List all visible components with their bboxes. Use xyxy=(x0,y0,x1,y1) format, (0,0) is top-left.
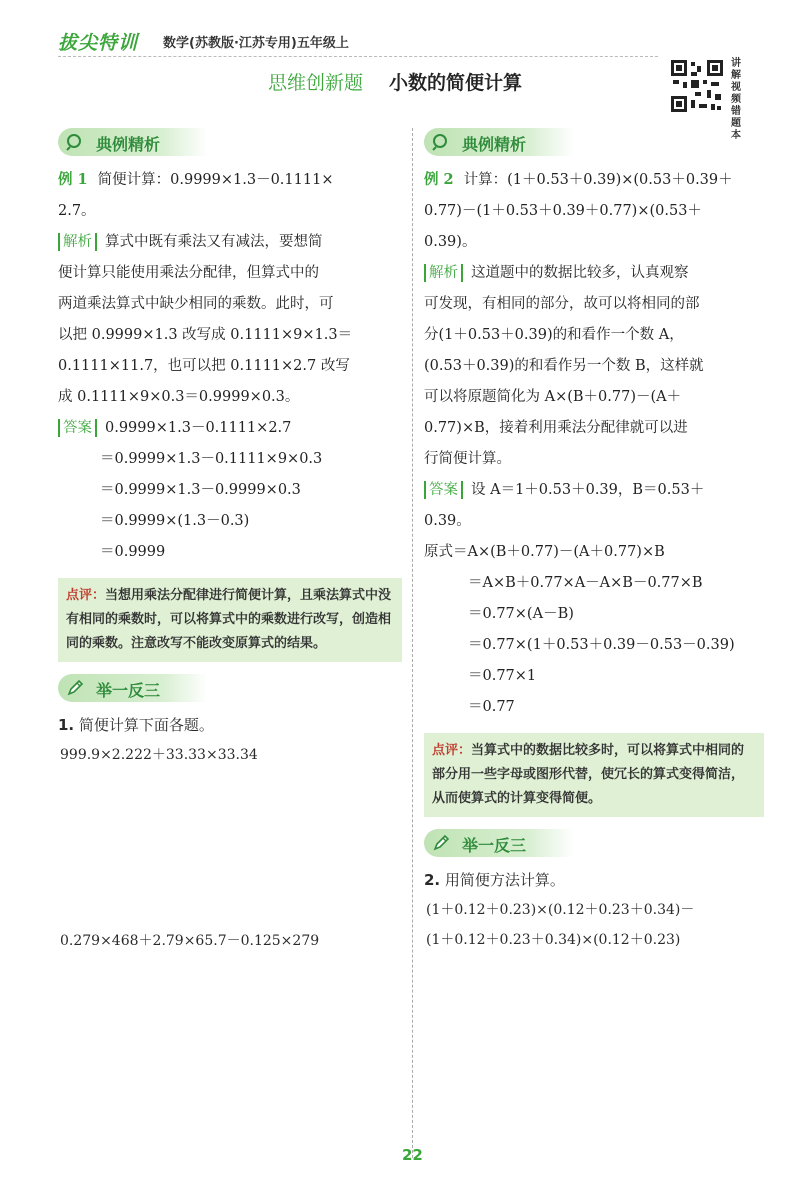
example2-answer-line xyxy=(424,475,764,506)
example1-analysis-line: 成 0.1111×9×0.3＝0.9999×0.3。 xyxy=(58,389,300,405)
example1-prompt xyxy=(58,164,402,196)
example2-tag: 例 2 xyxy=(424,171,454,188)
section-banner-examples xyxy=(424,128,574,156)
example2-prompt xyxy=(424,164,764,196)
example1-answer-line xyxy=(58,413,402,444)
section-label: 举一反三 xyxy=(462,836,527,855)
analysis-tag: 解析 xyxy=(58,233,97,251)
book-title: 数学(苏教版·江苏专用)五年级上 xyxy=(163,36,349,51)
answer-text: 设 A＝1＋0.53＋0.39，B＝0.53＋ xyxy=(471,482,705,498)
example2-step: ＝0.77×1 xyxy=(468,668,537,684)
question-2 xyxy=(424,865,764,895)
example1-analysis-line: 0.1111×11.7，也可以把 0.1111×2.7 改写 xyxy=(58,358,350,374)
example2-analysis-line: 可以将原题简化为 A×(B＋0.77)－(A＋ xyxy=(424,389,682,405)
magnifier-icon xyxy=(66,133,84,151)
example1-analysis-line xyxy=(58,227,402,258)
example2-step: ＝0.77 xyxy=(468,699,515,715)
example2-step: ＝0.77×(1＋0.53＋0.39－0.53－0.39) xyxy=(468,637,735,653)
section-label: 典例精析 xyxy=(96,135,161,154)
section-banner-practice xyxy=(424,829,574,857)
question-text: 简便计算下面各题。 xyxy=(78,716,214,734)
comment-text: 当想用乘法分配律进行简便计算，且乘法算式中没有相同的乘数时，可以将算式中的乘数进行改写，创造相同的乘数。注意改写不能改变原算式的结果。 xyxy=(66,588,392,651)
example1-answer-line: ＝0.9999 xyxy=(100,544,166,560)
comment-box xyxy=(424,733,764,817)
section-label: 典例精析 xyxy=(462,135,527,154)
magnifier-icon xyxy=(432,133,450,151)
question-1b-expression: 0.279×468＋2.79×65.7－0.125×279 xyxy=(60,933,320,949)
header-divider xyxy=(58,56,658,57)
section-label: 举一反三 xyxy=(96,681,161,700)
example2-prompt-line: 0.39)。 xyxy=(424,234,477,250)
comment-text: 当算式中的数据比较多时，可以将算式中相同的部分用一些字母或图形代替，使冗长的算式变得简洁，从而使算式的计算变得简便。 xyxy=(432,743,745,806)
answer-space[interactable] xyxy=(58,770,402,926)
example2-prompt-line: 0.77)－(1＋0.53＋0.39＋0.77)×(0.53＋ xyxy=(424,203,702,219)
page-title xyxy=(268,68,522,95)
example1-tag: 例 1 xyxy=(58,171,88,188)
example2-answer-line: 0.39。 xyxy=(424,513,471,529)
answer-tag: 答案 xyxy=(424,481,463,499)
question-text: 用简便方法计算。 xyxy=(444,871,565,889)
example2-prompt-line: 计算：(1＋0.53＋0.39)×(0.53＋0.39＋ xyxy=(463,172,733,188)
qr-code-icon[interactable] xyxy=(669,58,725,114)
title-category: 思维创新题 xyxy=(268,72,364,94)
question-1a-expression: 999.9×2.222＋33.33×33.34 xyxy=(60,747,258,763)
example2-step: ＝A×B＋0.77×A－A×B－0.77×B xyxy=(468,575,703,591)
example2-analysis-line: 行简便计算。 xyxy=(424,451,511,467)
comment-box xyxy=(58,578,402,662)
question-2-expression: (1＋0.12＋0.23＋0.34)×(0.12＋0.23) xyxy=(426,932,681,948)
brand-logo: 拔尖特训 xyxy=(58,32,139,54)
page-number: 22 xyxy=(402,1146,423,1164)
answer-text: 0.9999×1.3－0.1111×2.7 xyxy=(105,420,292,436)
section-banner-practice xyxy=(58,674,208,702)
example1-answer-line: ＝0.9999×1.3－0.1111×9×0.3 xyxy=(100,451,323,467)
question-1 xyxy=(58,710,402,740)
question-number: 1. xyxy=(58,716,75,734)
analysis-text: 这道题中的数据比较多，认真观察 xyxy=(471,265,689,281)
example2-analysis-line xyxy=(424,258,764,289)
example1-answer-line: ＝0.9999×1.3－0.9999×0.3 xyxy=(100,482,301,498)
example1-prompt-line: 简便计算：0.9999×1.3－0.1111× xyxy=(97,172,334,188)
example1-prompt-line2: 2.7。 xyxy=(58,203,96,219)
example1-answer-line: ＝0.9999×(1.3－0.3) xyxy=(100,513,250,529)
pencil-icon xyxy=(66,679,84,697)
analysis-tag: 解析 xyxy=(424,264,463,282)
left-column xyxy=(58,128,402,956)
question-number: 2. xyxy=(424,871,441,889)
example1-analysis-line: 以把 0.9999×1.3 改写成 0.1111×9×1.3＝ xyxy=(58,327,353,343)
qr-label: 讲解视频错题本 xyxy=(731,58,741,141)
comment-tag: 点评： xyxy=(432,743,472,758)
example2-analysis-line: 0.77)×B，接着利用乘法分配律就可以进 xyxy=(424,420,688,436)
analysis-text: 算式中既有乘法又有减法，要想简 xyxy=(105,234,323,250)
section-banner-examples xyxy=(58,128,208,156)
title-topic: 小数的简便计算 xyxy=(389,72,523,94)
example2-step: ＝0.77×(A－B) xyxy=(468,606,574,622)
example1-analysis-line: 两道乘法算式中缺少相同的乘数。此时，可 xyxy=(58,296,334,312)
comment-tag: 点评： xyxy=(66,588,106,603)
example1-analysis-line: 便计算只能使用乘法分配律，但算式中的 xyxy=(58,265,319,281)
question-2-expression: (1＋0.12＋0.23)×(0.12＋0.23＋0.34)－ xyxy=(426,902,695,918)
example2-analysis-line: 可发现，有相同的部分，故可以将相同的部 xyxy=(424,296,700,312)
example2-analysis-line: 分(1＋0.53＋0.39)的和看作一个数 A， xyxy=(424,327,684,343)
right-column xyxy=(424,128,764,955)
column-divider xyxy=(412,128,413,1158)
answer-tag: 答案 xyxy=(58,419,97,437)
pencil-icon xyxy=(432,834,450,852)
example2-analysis-line: (0.53＋0.39)的和看作另一个数 B，这样就 xyxy=(424,358,704,374)
example2-step: 原式＝A×(B＋0.77)－(A＋0.77)×B xyxy=(424,544,665,560)
